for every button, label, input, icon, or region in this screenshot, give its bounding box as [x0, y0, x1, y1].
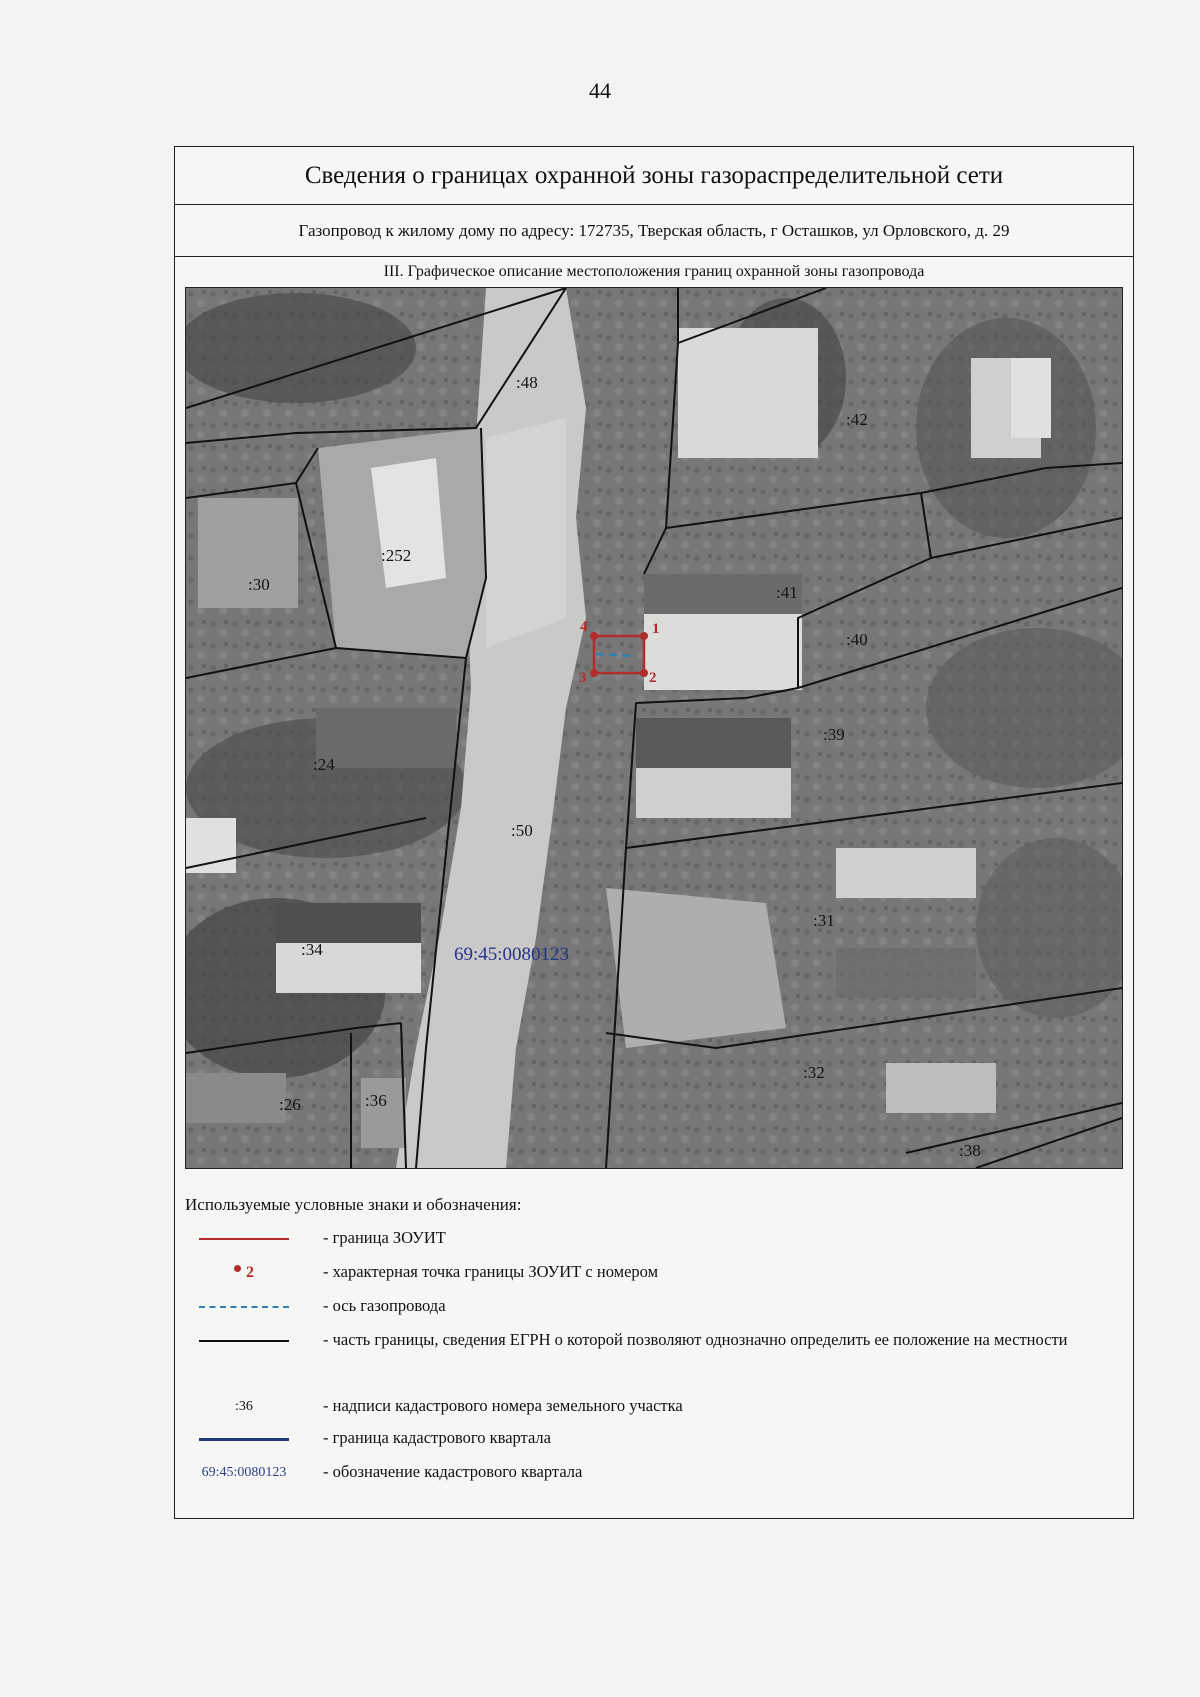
parcel-label-30: :30 [248, 575, 270, 594]
legend-text: - ось газопровода [323, 1296, 446, 1315]
garden-beds-31 [836, 948, 976, 998]
legend-quarter-sample: 69:45:0080123 [201, 1465, 287, 1480]
legend-text: - граница кадастрового квартала [323, 1428, 551, 1447]
legend-point-label: 2 [246, 1264, 254, 1281]
black-line-icon [189, 1331, 299, 1351]
building-42c [1011, 358, 1051, 438]
road-clearing [486, 418, 566, 648]
building-39-roof [636, 718, 791, 768]
parcel-label-26: :26 [279, 1095, 301, 1114]
parcel-label-31: :31 [813, 911, 835, 930]
vegetation-patch [186, 293, 416, 403]
parcel-label-48: :48 [516, 373, 538, 392]
zone-point-2 [640, 669, 648, 677]
parcel-label-32: :32 [803, 1063, 825, 1082]
parcel-label-39: :39 [823, 725, 845, 744]
building-42 [678, 328, 818, 458]
parcel-label-40: :40 [846, 630, 868, 649]
quarter-label-icon [189, 1463, 299, 1483]
zone-point-1 [640, 632, 648, 640]
parcel-label-41: :41 [776, 583, 798, 602]
gas-pipeline-address: Газопровод к жилому дому по адресу: 172735, Тверская область, г Осташков, ул Орловского, д. 29 [175, 205, 1133, 257]
building-34-roof [276, 903, 421, 943]
legend-parcel-sample: :36 [235, 1399, 253, 1414]
legend-text: - граница ЗОУИТ [323, 1228, 446, 1247]
section-heading: III. Графическое описание местоположения границ охранной зоны газопровода [383, 263, 925, 280]
document-frame [174, 146, 1134, 1519]
aerial-map-svg [186, 288, 1122, 1168]
zone-point-3 [590, 669, 598, 677]
parcel-label-36: :36 [365, 1091, 387, 1110]
document-title: Сведения о границах охранной зоны газораспределительной сети [175, 147, 1133, 205]
legend-text: - часть границы, сведения ЕГРН о которой позволяют однозначно определить ее положение на местности [323, 1330, 1068, 1349]
parcel-label-50: :50 [511, 821, 533, 840]
legend-text: - обозначение кадастрового квартала [323, 1462, 583, 1481]
building-31-shed [836, 848, 976, 898]
building-32 [886, 1063, 996, 1113]
zone-point-4 [590, 632, 598, 640]
cadastral-map [185, 287, 1123, 1169]
building-36 [361, 1078, 406, 1148]
parcel-label-38: :38 [959, 1141, 981, 1160]
legend-text: - характерная точка границы ЗОУИТ с номером [323, 1262, 659, 1281]
building-24 [316, 708, 456, 768]
cadastral-quarter-label: 69:45:0080123 [454, 944, 570, 965]
navy-line-icon [189, 1429, 299, 1449]
zone-point-label-2: 2 [649, 670, 657, 686]
zone-point-label-4: 4 [580, 619, 588, 635]
building-26 [186, 1073, 286, 1123]
parcel-label-42: :42 [846, 410, 868, 429]
building-31-house [606, 888, 786, 1048]
parcel-label-24: :24 [313, 755, 335, 774]
zone-point-label-3: 3 [579, 670, 587, 686]
blue-dashed-line-icon [189, 1297, 299, 1317]
parcel-label-252: :252 [381, 546, 412, 565]
zone-point-label-1: 1 [652, 621, 660, 637]
legend-heading: Используемые условные знаки и обозначения: [185, 1195, 522, 1214]
parcel-label-icon [189, 1397, 299, 1417]
red-line-icon [189, 1229, 299, 1249]
parcel-label-34: :34 [301, 940, 323, 959]
page-number: 44 [589, 78, 611, 103]
red-point-icon [189, 1263, 299, 1283]
building-24b [186, 818, 236, 873]
legend-text: - надписи кадастрового номера земельного участка [323, 1396, 683, 1415]
